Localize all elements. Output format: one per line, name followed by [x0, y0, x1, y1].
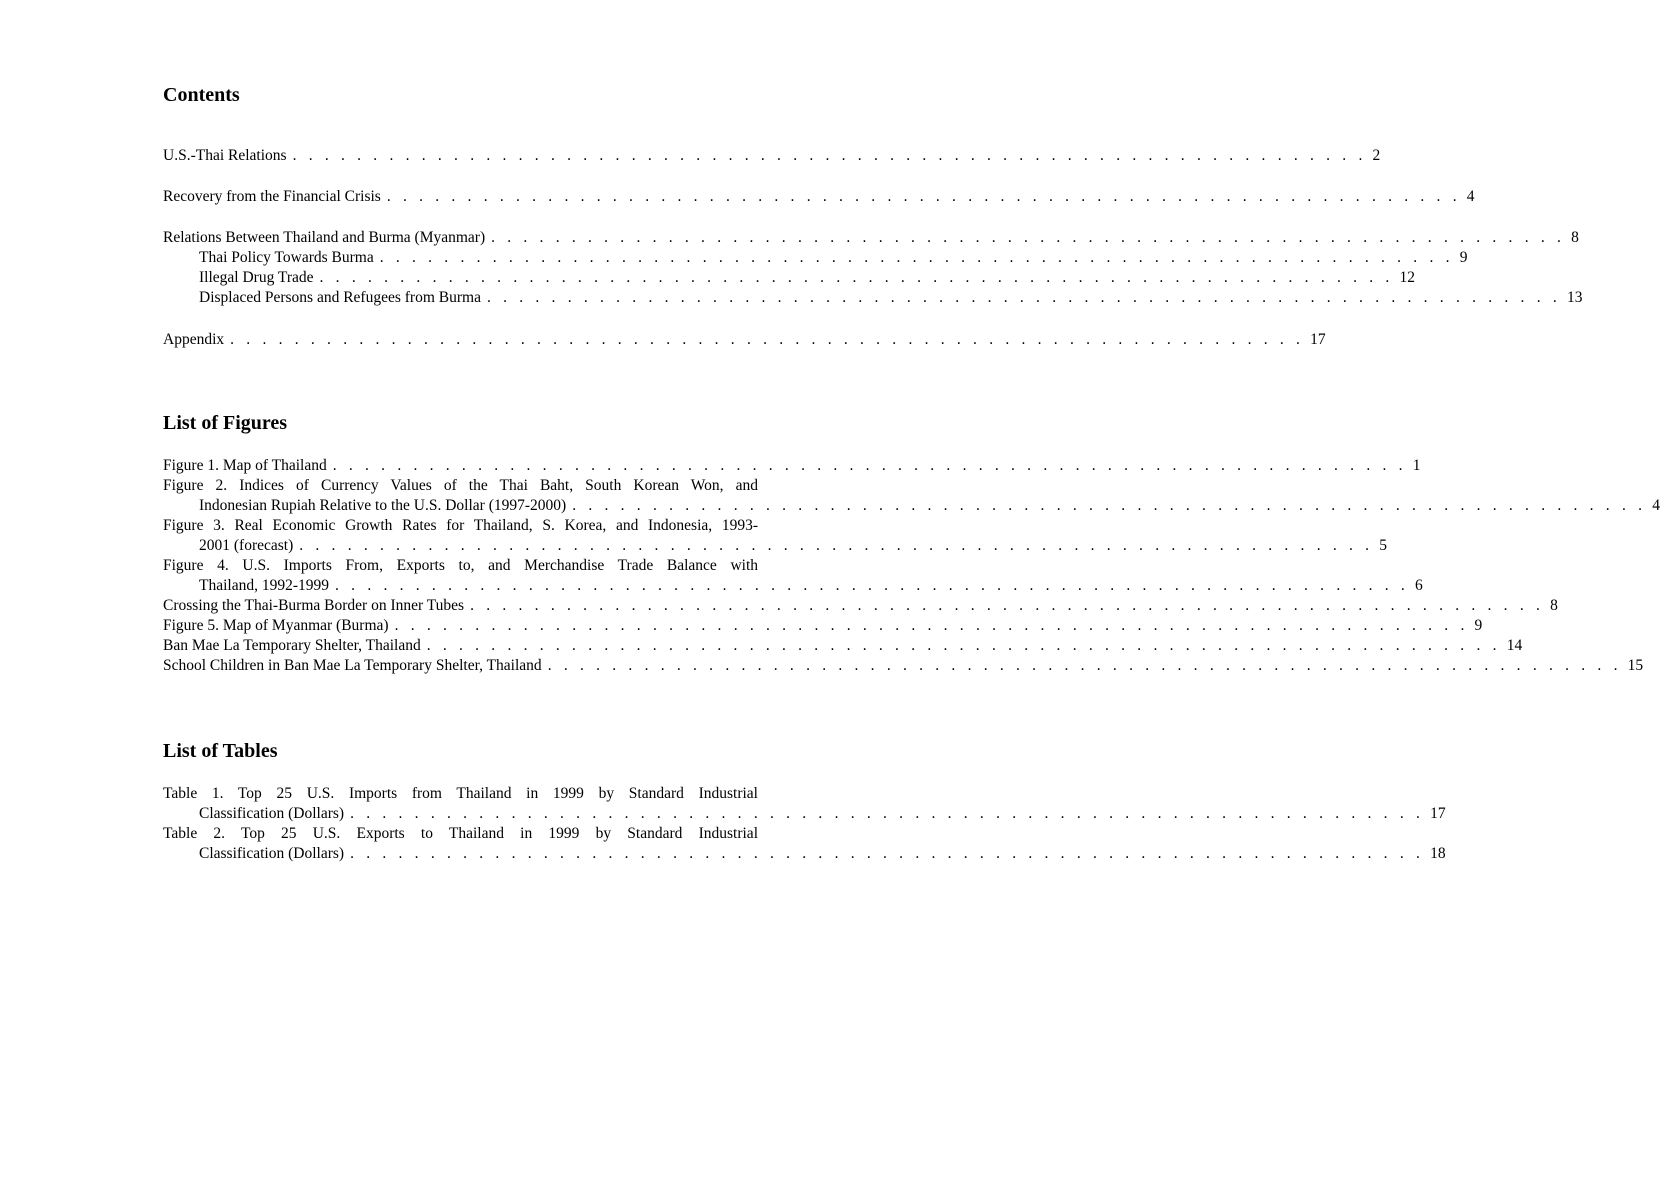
toc-entry-title: Illegal Drug Trade — [199, 269, 314, 286]
toc-subentry — [163, 248, 1468, 268]
toc-page-number: 8 — [1571, 229, 1579, 246]
dot-leader: . . . . . . . . . . . . . . . . . . . . . . . . . . . . . . . . . . . . . . . . . . . . . . . . . . . . . . . . . . . . . . . . . . . — [572, 497, 1647, 514]
dot-leader: . . . . . . . . . . . . . . . . . . . . . . . . . . . . . . . . . . . . . . . . . . . . . . . . . . . . . . . . . . . . . . . . . . . — [379, 249, 1454, 266]
figure-entry — [163, 496, 1660, 516]
table-title-line2: Classification (Dollars) — [199, 845, 345, 862]
dot-leader: . . . . . . . . . . . . . . . . . . . . . . . . . . . . . . . . . . . . . . . . . . . . . . . . . . . . . . . . . . . . . . . . . . . — [426, 637, 1501, 654]
figure-page-number: 15 — [1627, 657, 1644, 674]
toc-entry — [163, 187, 1475, 207]
dot-leader: . . . . . . . . . . . . . . . . . . . . . . . . . . . . . . . . . . . . . . . . . . . . . . . . . . . . . . . . . . . . . . . . . . . — [470, 597, 1545, 614]
table-entry — [163, 804, 1446, 824]
dot-leader: . . . . . . . . . . . . . . . . . . . . . . . . . . . . . . . . . . . . . . . . . . . . . . . . . . . . . . . . . . . . . . . . . . . — [319, 269, 1394, 286]
figure-page-number: 14 — [1506, 637, 1523, 654]
toc-entry-title: Thai Policy Towards Burma — [199, 249, 374, 266]
list-of-tables-heading: List of Tables — [163, 740, 278, 762]
dot-leader: . . . . . . . . . . . . . . . . . . . . . . . . . . . . . . . . . . . . . . . . . . . . . . . . . . . . . . . . . . . . . . . . . . . — [230, 331, 1305, 348]
dot-leader: . . . . . . . . . . . . . . . . . . . . . . . . . . . . . . . . . . . . . . . . . . . . . . . . . . . . . . . . . . . . . . . . . . . — [386, 188, 1461, 205]
figure-title-line1: Figure 3. Real Economic Growth Rates for Thailand, S. Korea, and Indonesia, 1993- — [163, 517, 758, 534]
figure-page-number: 5 — [1379, 537, 1387, 554]
toc-entry-title: Displaced Persons and Refugees from Burma — [199, 289, 481, 306]
figure-page-number: 9 — [1474, 617, 1483, 634]
figure-title-line2: Thailand, 1992-1999 — [199, 577, 330, 594]
dot-leader: . . . . . . . . . . . . . . . . . . . . . . . . . . . . . . . . . . . . . . . . . . . . . . . . . . . . . . . . . . . . . . . . . . . — [335, 577, 1409, 594]
contents-heading: Contents — [163, 84, 240, 106]
dot-leader: . . . . . . . . . . . . . . . . . . . . . . . . . . . . . . . . . . . . . . . . . . . . . . . . . . . . . . . . . . . . . . . . . . . — [394, 617, 1469, 634]
figure-title-line2: Indonesian Rupiah Relative to the U.S. Dollar (1997-2000) — [199, 497, 567, 514]
figure-entry — [163, 636, 1523, 656]
figure-title-line1: Figure 4. U.S. Imports From, Exports to, and Merchandise Trade Balance with — [163, 557, 758, 574]
toc-entry-title: Appendix — [163, 331, 225, 348]
figure-title: Crossing the Thai-Burma Border on Inner Tubes — [163, 597, 465, 614]
figure-page-number: 1 — [1412, 457, 1421, 474]
figure-title-line2: 2001 (forecast) — [199, 537, 294, 554]
toc-entry — [163, 330, 1326, 350]
table-list — [163, 784, 1446, 864]
figure-list — [163, 456, 1660, 676]
table-title-line1: Table 1. Top 25 U.S. Imports from Thailand in 1999 by Standard Industrial — [163, 785, 758, 802]
figure-title-line1: Figure 2. Indices of Currency Values of the Thai Baht, South Korean Won, and — [163, 477, 758, 494]
toc-page-number: 4 — [1466, 188, 1475, 205]
toc-subentry — [163, 288, 1583, 308]
figure-entry — [163, 656, 1644, 676]
dot-leader: . . . . . . . . . . . . . . . . . . . . . . . . . . . . . . . . . . . . . . . . . . . . . . . . . . . . . . . . . . . . . . . . . . . — [292, 147, 1367, 164]
table-page-number: 18 — [1430, 845, 1446, 862]
toc-page-number: 17 — [1310, 331, 1326, 348]
figure-title: Figure 1. Map of Thailand — [163, 457, 327, 474]
toc-entry-title: U.S.-Thai Relations — [163, 147, 287, 164]
dot-leader: . . . . . . . . . . . . . . . . . . . . . . . . . . . . . . . . . . . . . . . . . . . . . . . . . . . . . . . . . . . . . . . . . . . — [299, 537, 1374, 554]
figure-entry — [163, 616, 1483, 636]
dot-leader: . . . . . . . . . . . . . . . . . . . . . . . . . . . . . . . . . . . . . . . . . . . . . . . . . . . . . . . . . . . . . . . . . . . — [486, 289, 1561, 306]
toc-entry-title: Relations Between Thailand and Burma (Myanmar) — [163, 229, 486, 246]
figure-title: Figure 5. Map of Myanmar (Burma) — [163, 617, 389, 634]
dot-leader: . . . . . . . . . . . . . . . . . . . . . . . . . . . . . . . . . . . . . . . . . . . . . . . . . . . . . . . . . . . . . . . . . . . — [547, 657, 1622, 674]
toc-entry — [163, 228, 1583, 308]
toc-page-number: 9 — [1459, 249, 1468, 266]
dot-leader: . . . . . . . . . . . . . . . . . . . . . . . . . . . . . . . . . . . . . . . . . . . . . . . . . . . . . . . . . . . . . . . . . . . — [491, 229, 1566, 246]
table-title-line2: Classification (Dollars) — [199, 805, 345, 822]
dot-leader: . . . . . . . . . . . . . . . . . . . . . . . . . . . . . . . . . . . . . . . . . . . . . . . . . . . . . . . . . . . . . . . . . . . — [332, 457, 1407, 474]
figure-entry — [163, 576, 1423, 596]
table-title-line1: Table 2. Top 25 U.S. Exports to Thailand in 1999 by Standard Industrial — [163, 825, 758, 842]
toc-entry — [163, 146, 1381, 166]
dot-leader: . . . . . . . . . . . . . . . . . . . . . . . . . . . . . . . . . . . . . . . . . . . . . . . . . . . . . . . . . . . . . . . . . . . — [350, 805, 1425, 822]
toc-entry-title: Recovery from the Financial Crisis — [163, 188, 381, 205]
table-entry — [163, 844, 1446, 864]
figure-entry — [163, 456, 1421, 476]
figure-page-number: 4 — [1652, 497, 1660, 514]
toc-page-number: 2 — [1372, 147, 1381, 164]
figure-page-number: 6 — [1415, 577, 1423, 594]
figure-title: School Children in Ban Mae La Temporary Shelter, Thailand — [163, 657, 542, 674]
table-page-number: 17 — [1430, 805, 1446, 822]
toc-page-number: 12 — [1399, 269, 1415, 286]
figure-page-number: 8 — [1550, 597, 1558, 614]
dot-leader: . . . . . . . . . . . . . . . . . . . . . . . . . . . . . . . . . . . . . . . . . . . . . . . . . . . . . . . . . . . . . . . . . . . — [350, 845, 1425, 862]
toc-page-number: 13 — [1566, 289, 1583, 306]
figure-entry — [163, 536, 1387, 556]
figure-entry — [163, 596, 1558, 616]
figure-title: Ban Mae La Temporary Shelter, Thailand — [163, 637, 421, 654]
toc-subentry — [163, 268, 1415, 288]
list-of-figures-heading: List of Figures — [163, 412, 288, 434]
